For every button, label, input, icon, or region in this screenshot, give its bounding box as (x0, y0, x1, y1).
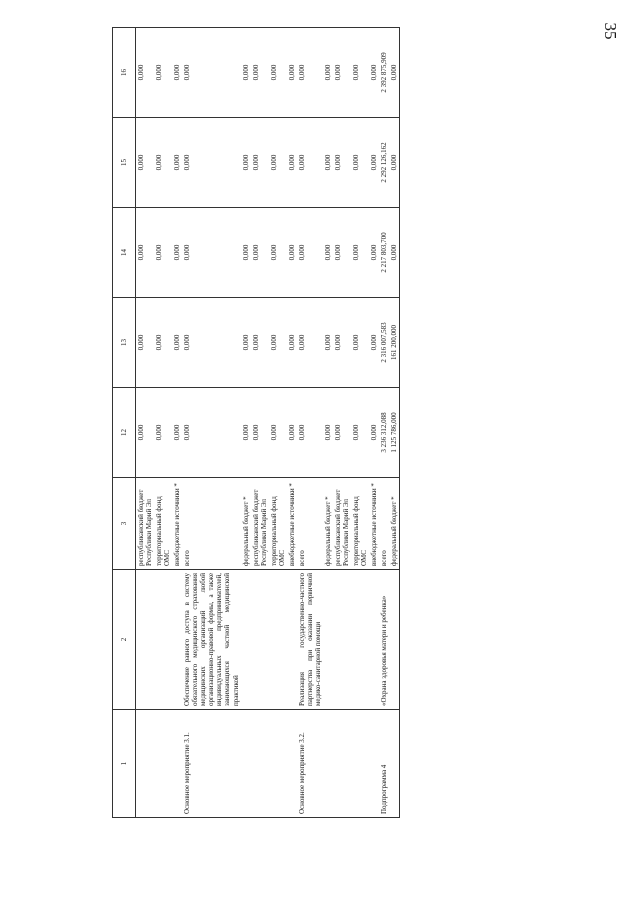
amount-cell: 0,000 (241, 28, 251, 118)
amount-cell: 0,000 (269, 28, 287, 118)
column-header: 13 (113, 298, 136, 388)
funding-source-cell: внебюджетные источники * (172, 478, 182, 570)
table-row (351, 28, 369, 818)
amount-cell: 0,000 (241, 208, 251, 298)
amount-cell: 2 217 803,700 (379, 208, 389, 298)
table-row (297, 28, 323, 818)
measure-code-cell (251, 710, 269, 818)
measure-name-cell: «Охрана здоровья матери и ребенка» (379, 570, 389, 710)
amount-cell: 0,000 (172, 388, 182, 478)
funding-source-cell: внебюджетные источники * (287, 478, 297, 570)
table-row (269, 28, 287, 818)
amount-cell: 0,000 (172, 118, 182, 208)
measure-name-cell (172, 570, 182, 710)
funding-source-cell: федеральный бюджет * (241, 478, 251, 570)
amount-cell: 0,000 (287, 208, 297, 298)
measure-name-cell (251, 570, 269, 710)
amount-cell: 1 125 786,000 (389, 388, 400, 478)
column-header: 14 (113, 208, 136, 298)
funding-source-cell: всего (379, 478, 389, 570)
funding-source-cell: всего (297, 478, 323, 570)
amount-cell: 0,000 (182, 388, 240, 478)
funding-source-cell: федеральный бюджет * (389, 478, 400, 570)
amount-cell: 0,000 (323, 28, 333, 118)
amount-cell: 0,000 (154, 388, 172, 478)
amount-cell: 0,000 (287, 298, 297, 388)
amount-cell: 0,000 (297, 208, 323, 298)
amount-cell: 0,000 (251, 28, 269, 118)
measure-name-cell (369, 570, 379, 710)
amount-cell: 2 316 007,583 (379, 298, 389, 388)
table-row (287, 28, 297, 818)
measure-code-cell (136, 710, 155, 818)
measure-code-cell (351, 710, 369, 818)
amount-cell: 0,000 (241, 118, 251, 208)
measure-name-cell (154, 570, 172, 710)
amount-cell: 0,000 (172, 28, 182, 118)
amount-cell: 0,000 (333, 298, 351, 388)
table-row (389, 28, 400, 818)
amount-cell: 0,000 (172, 208, 182, 298)
amount-cell: 0,000 (182, 118, 240, 208)
amount-cell: 0,000 (182, 28, 240, 118)
amount-cell: 0,000 (251, 118, 269, 208)
amount-cell: 0,000 (182, 208, 240, 298)
amount-cell: 0,000 (351, 118, 369, 208)
amount-cell: 0,000 (351, 208, 369, 298)
amount-cell: 0,000 (269, 118, 287, 208)
table-body (136, 28, 400, 818)
amount-cell: 0,000 (351, 28, 369, 118)
measure-code-cell (241, 710, 251, 818)
amount-cell: 0,000 (323, 388, 333, 478)
amount-cell: 0,000 (136, 28, 155, 118)
budget-table (112, 27, 400, 818)
budget-table-rotated (112, 28, 626, 818)
amount-cell: 0,000 (333, 118, 351, 208)
amount-cell: 0,000 (154, 28, 172, 118)
amount-cell: 2 392 875,909 (379, 28, 389, 118)
amount-cell: 3 236 312,088 (379, 388, 389, 478)
amount-cell: 0,000 (297, 118, 323, 208)
measure-name-cell (287, 570, 297, 710)
amount-cell: 0,000 (369, 388, 379, 478)
column-header: 1 (113, 710, 136, 818)
table-row (241, 28, 251, 818)
measure-code-cell: Основное мероприятие 3.2. (297, 710, 323, 818)
amount-cell: 0,000 (269, 298, 287, 388)
page-number: 35 (601, 22, 620, 40)
amount-cell: 0,000 (369, 208, 379, 298)
amount-cell: 0,000 (351, 388, 369, 478)
amount-cell: 0,000 (297, 388, 323, 478)
amount-cell: 0,000 (154, 298, 172, 388)
amount-cell: 0,000 (136, 298, 155, 388)
funding-source-cell: всего (182, 478, 240, 570)
amount-cell: 0,000 (182, 298, 240, 388)
amount-cell: 0,000 (241, 298, 251, 388)
amount-cell: 0,000 (333, 388, 351, 478)
table-row (172, 28, 182, 818)
measure-name-cell (323, 570, 333, 710)
measure-name-cell (351, 570, 369, 710)
funding-source-cell: республиканский бюджет Республики Марий Эл (251, 478, 269, 570)
amount-cell: 161 200,000 (389, 298, 400, 388)
amount-cell: 0,000 (287, 118, 297, 208)
measure-name-cell (333, 570, 351, 710)
funding-source-cell: внебюджетные источники * (369, 478, 379, 570)
measure-code-cell (287, 710, 297, 818)
column-header: 15 (113, 118, 136, 208)
measure-name-cell (389, 570, 400, 710)
measure-code-cell (269, 710, 287, 818)
table-row (323, 28, 333, 818)
amount-cell: 0,000 (323, 298, 333, 388)
amount-cell: 0,000 (154, 118, 172, 208)
funding-source-cell: территориальный фонд ОМС (351, 478, 369, 570)
amount-cell: 0,000 (269, 388, 287, 478)
amount-cell: 0,000 (323, 118, 333, 208)
amount-cell: 0,000 (251, 298, 269, 388)
amount-cell: 0,000 (154, 208, 172, 298)
measure-code-cell (389, 710, 400, 818)
amount-cell: 0,000 (251, 388, 269, 478)
column-header: 16 (113, 28, 136, 118)
amount-cell: 0,000 (287, 388, 297, 478)
measure-code-cell (172, 710, 182, 818)
measure-code-cell (323, 710, 333, 818)
column-header: 3 (113, 478, 136, 570)
measure-name-cell (136, 570, 155, 710)
measure-name-cell (269, 570, 287, 710)
amount-cell: 0,000 (369, 118, 379, 208)
table-row (154, 28, 172, 818)
table-row (182, 28, 240, 818)
column-header: 2 (113, 570, 136, 710)
amount-cell: 0,000 (269, 208, 287, 298)
funding-source-cell: территориальный фонд ОМС (269, 478, 287, 570)
table-row (333, 28, 351, 818)
amount-cell: 0,000 (369, 298, 379, 388)
measure-code-cell (333, 710, 351, 818)
amount-cell: 0,000 (136, 208, 155, 298)
funding-source-cell: федеральный бюджет * (323, 478, 333, 570)
measure-code-cell (154, 710, 172, 818)
amount-cell: 0,000 (369, 28, 379, 118)
measure-code-cell (369, 710, 379, 818)
column-header: 12 (113, 388, 136, 478)
measure-name-cell (241, 570, 251, 710)
measure-name-cell: Обеспечение равного доступа в систему обязательного медицинского страхования медицинских организаций любой организационно-правовой формы, а также индивидуальных предпринимателей, занимающихся частной медицинской практикой (182, 570, 240, 710)
amount-cell: 0,000 (389, 28, 400, 118)
table-row (369, 28, 379, 818)
amount-cell: 0,000 (323, 208, 333, 298)
funding-source-cell: республиканский бюджет Республики Марий Эл (136, 478, 155, 570)
amount-cell: 2 292 126,162 (379, 118, 389, 208)
amount-cell: 0,000 (241, 388, 251, 478)
amount-cell: 0,000 (333, 208, 351, 298)
amount-cell: 0,000 (136, 388, 155, 478)
measure-code-cell: Подпрограмма 4 (379, 710, 389, 818)
funding-source-cell: республиканский бюджет Республики Марий Эл (333, 478, 351, 570)
funding-source-cell: территориальный фонд ОМС (154, 478, 172, 570)
amount-cell: 0,000 (297, 298, 323, 388)
amount-cell: 0,000 (172, 298, 182, 388)
measure-code-cell: Основное мероприятие 3.1. (182, 710, 240, 818)
amount-cell: 0,000 (333, 28, 351, 118)
table-row (251, 28, 269, 818)
table-row (136, 28, 155, 818)
column-number-row (113, 28, 136, 818)
amount-cell: 0,000 (351, 298, 369, 388)
amount-cell: 0,000 (136, 118, 155, 208)
amount-cell: 0,000 (389, 118, 400, 208)
amount-cell: 0,000 (389, 208, 400, 298)
measure-name-cell: Реализация государственно-частного партнерства при оказании первичной медико-санитарной помощи (297, 570, 323, 710)
amount-cell: 0,000 (297, 28, 323, 118)
amount-cell: 0,000 (251, 208, 269, 298)
amount-cell: 0,000 (287, 28, 297, 118)
table-row (379, 28, 389, 818)
